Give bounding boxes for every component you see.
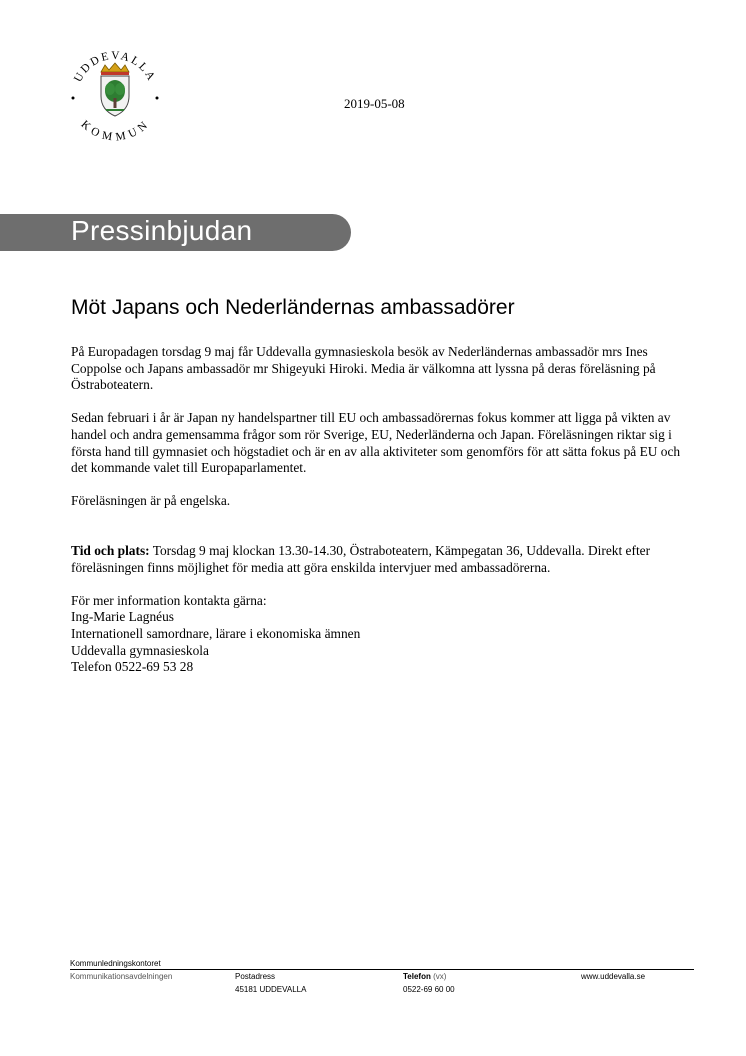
document-date: 2019-05-08 xyxy=(344,96,405,111)
contact-organization: Uddevalla gymnasieskola xyxy=(71,642,209,658)
time-place-label: Tid och plats: xyxy=(71,542,150,558)
paragraph-language: Föreläsningen är på engelska. xyxy=(71,493,231,509)
footer-phone-label: Telefon xyxy=(403,972,431,981)
footer-department: Kommunikationsavdelningen xyxy=(70,972,173,981)
document-body xyxy=(71,344,691,692)
logo-text-bottom: KOMMUN xyxy=(78,118,152,142)
footer-phone-label-wrap xyxy=(403,972,446,981)
contact-intro: För mer information kontakta gärna: xyxy=(71,592,267,608)
paragraph-intro: På Europadagen torsdag 9 maj får Uddevalla gymnasieskola besök av Nederländernas ambassadör mrs Ines Coppolse och Japans ambassadör mr Shigeyuki Hiroki. Media är välkomna att lyssna på deras föreläsning på Östraboteatern. xyxy=(71,344,656,393)
svg-text:KOMMUN xyxy=(78,118,151,142)
paragraph-background: Sedan februari i år är Japan ny handelspartner till EU och ambassadörernas fokus kommer att ligga på vikten av handel och andra gemensamma frågor som rör Sverige, EU, Nederländerna och Japan. Föreläsningen riktar sig i första hand till gymnasiet och högstadiet och är en av alla aktiviteter som genomförs för att sätta fokus på EU och det kommande valet till Europaparlamentet. xyxy=(71,410,681,476)
paragraph-time-place xyxy=(71,543,691,576)
footer-postal-value: 45181 UDDEVALLA xyxy=(235,985,307,994)
contact-name: Ing-Marie Lagnéus xyxy=(71,609,174,625)
footer-postal-label: Postadress xyxy=(235,972,276,981)
page-title: Möt Japans och Nederländernas ambassadörer xyxy=(71,296,515,319)
coat-of-arms-icon xyxy=(64,40,166,142)
municipality-logo xyxy=(64,40,166,142)
logo-text-top: UDDEVALLA xyxy=(72,49,158,85)
footer-phone-suffix: (vx) xyxy=(433,972,447,981)
footer-divider xyxy=(70,969,694,970)
press-invitation-banner xyxy=(0,214,351,251)
footer-website-link[interactable]: www.uddevalla.se xyxy=(581,972,646,981)
contact-phone: Telefon 0522-69 53 28 xyxy=(71,659,194,675)
footer-office: Kommunledningskontoret xyxy=(70,959,161,968)
time-place-text: Torsdag 9 maj klockan 13.30-14.30, Östraboteatern, Kämpegatan 36, Uddevalla. Direkt efter föreläsningen finns möjlighet för media att göra enskilda intervjuer med ambassadörerna. xyxy=(71,542,651,575)
contact-block xyxy=(71,593,691,676)
banner-label: Pressinbjudan xyxy=(71,215,253,246)
contact-role: Internationell samordnare, lärare i ekonomiska ämnen xyxy=(71,625,361,641)
footer-phone-value: 0522-69 60 00 xyxy=(403,985,455,994)
